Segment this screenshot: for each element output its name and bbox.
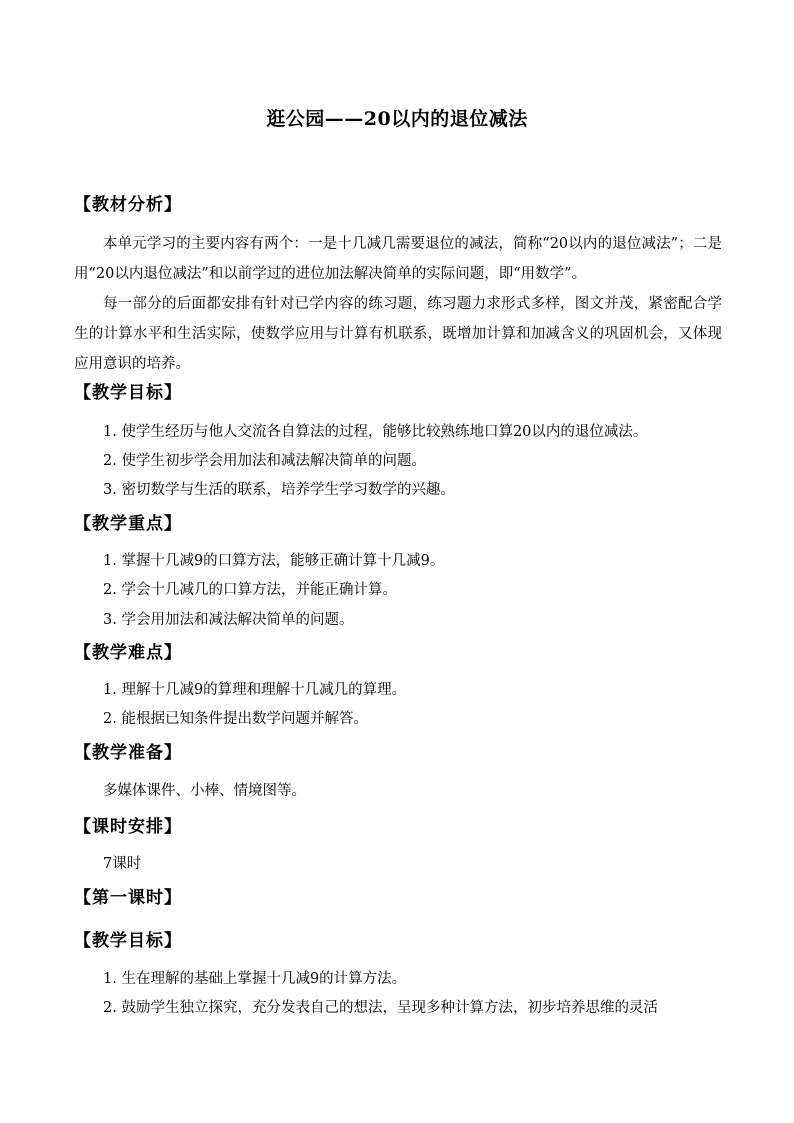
section-heading-analysis: 【教材分析】 (74, 195, 182, 215)
keypoint-item: 1. 掌握十几减9的口算方法，能够正确计算十几减9。 (103, 553, 445, 569)
section-heading-difficulties: 【教学难点】 (74, 643, 182, 663)
section-heading-goals: 【教学目标】 (74, 383, 182, 403)
goal-item: 2. 使学生初步学会用加法和减法解决简单的问题。 (103, 453, 426, 469)
document-title: 逛公园——20以内的退位减法 (266, 108, 528, 130)
section-heading-lesson1: 【第一课时】 (74, 888, 182, 908)
difficulty-item: 1. 理解十几减9的算理和理解十几减几的算理。 (103, 682, 407, 698)
schedule-text: 7课时 (103, 856, 142, 872)
goal-item: 1. 使学生经历与他人交流各自算法的过程，能够比较熟练地口算20以内的退位减法。 (103, 424, 648, 440)
analysis-paragraph: 每一部分的后面都安排有针对已学内容的练习题，练习题力求形式多样，图文并茂，紧密配合学生的计算水平和生活实际，使数学应用与计算有机联系，既增加计算和加减含义的巩固机会，又体现应用意识的培养。 (74, 296, 722, 372)
analysis-paragraph: 本单元学习的主要内容有两个：一是十几减几需要退位的减法，简称“20以内的退位减法”；二是用“20以内退位减法”和以前学过的进位加法解决简单的实际问题，即“用数学”。 (74, 236, 722, 282)
section-heading-lesson1-goals: 【教学目标】 (74, 931, 182, 951)
section-heading-keypoints: 【教学重点】 (74, 514, 182, 534)
section-heading-schedule: 【课时安排】 (74, 817, 182, 837)
keypoint-item: 2. 学会十几减几的口算方法，并能正确计算。 (103, 582, 397, 598)
preparation-text: 多媒体课件、小棒、情境图等。 (103, 783, 306, 799)
lesson1-goal-item: 1. 生在理解的基础上掌握十几减9的计算方法。 (103, 971, 407, 987)
goal-item: 3. 密切数学与生活的联系，培养学生学习数学的兴趣。 (103, 482, 455, 498)
section-heading-preparation: 【教学准备】 (74, 743, 182, 763)
difficulty-item: 2. 能根据已知条件提出数学问题并解答。 (103, 711, 368, 727)
keypoint-item: 3. 学会用加法和减法解决简单的问题。 (103, 612, 354, 628)
lesson1-goal-item: 2. 鼓励学生独立探究，充分发表自己的想法，呈现多种计算方法，初步培养思维的灵活 (103, 1000, 658, 1016)
